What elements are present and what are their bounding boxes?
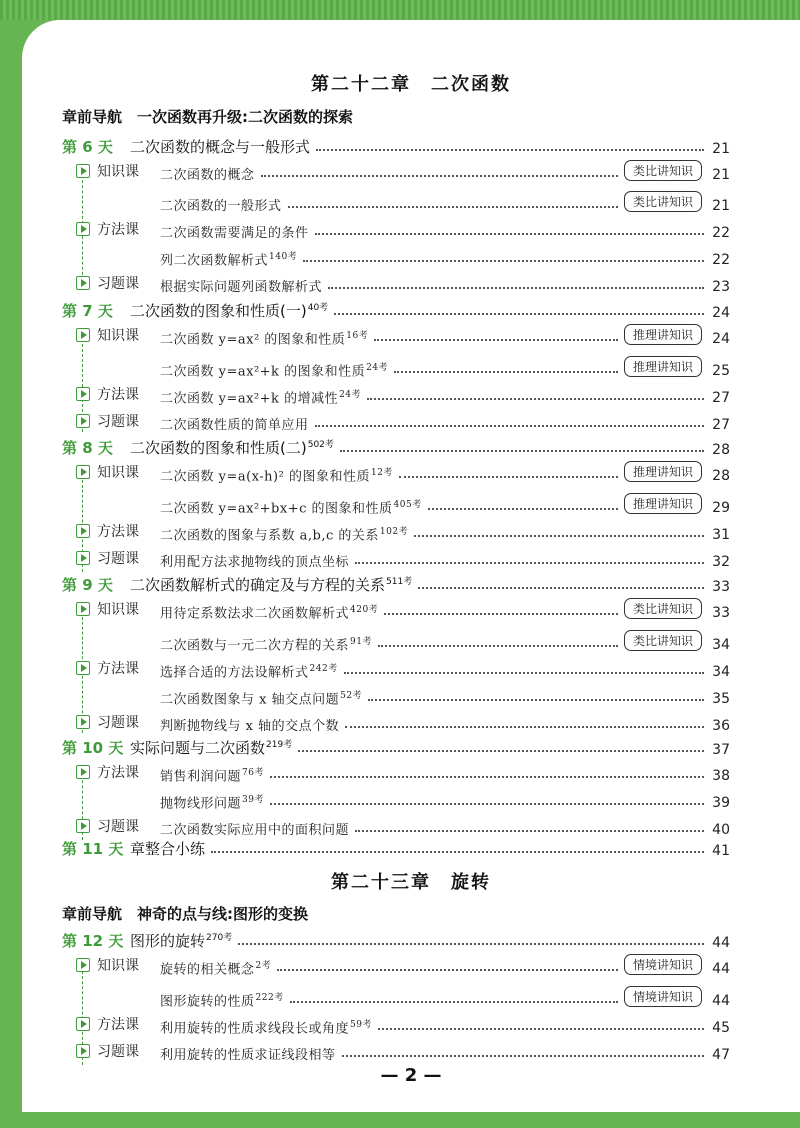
toc-entry[interactable]	[76, 161, 730, 183]
leader-dots	[367, 398, 704, 400]
page-number: 34	[712, 664, 730, 680]
leader-dots	[290, 1001, 618, 1003]
leader-dots	[315, 233, 704, 235]
topic: 二次函数性质的简单应用	[160, 418, 309, 433]
page-number: 27	[712, 390, 730, 406]
day-row[interactable]	[62, 837, 730, 859]
play-icon	[76, 602, 90, 616]
day-row[interactable]	[62, 135, 730, 157]
topic: 二次函数与一元二次方程的关系$^{91考}$	[160, 636, 372, 653]
course-type: 知识课	[97, 602, 139, 618]
page-number: 21	[712, 198, 730, 214]
leader-dots	[414, 535, 704, 537]
leader-dots	[316, 149, 704, 151]
page-number: 24	[712, 305, 730, 321]
play-icon	[76, 276, 90, 290]
toc-entry[interactable]	[76, 521, 730, 543]
toc-entry[interactable]	[76, 384, 730, 406]
day-label: 第 11 天	[62, 840, 124, 858]
course-type: 方法课	[97, 661, 139, 677]
leader-dots	[384, 613, 618, 615]
page-number: 44	[712, 961, 730, 977]
topic: 二次函数实际应用中的面积问题	[160, 823, 350, 838]
page-footer-number: — 2 —	[380, 1065, 442, 1086]
course-type: 知识课	[97, 328, 139, 344]
toc-entry[interactable]	[76, 1014, 730, 1036]
page-number: 29	[712, 500, 730, 516]
topic: 二次函数 y=ax²+k 的增减性$^{24考}$	[160, 389, 362, 406]
day-label: 第 7 天	[62, 302, 113, 320]
page-number: 45	[712, 1020, 730, 1036]
method-tag: 类比讲知识	[624, 160, 702, 181]
method-tag: 推理讲知识	[624, 493, 702, 514]
leader-dots	[399, 476, 618, 478]
leader-dots	[342, 1055, 704, 1057]
play-icon	[76, 958, 90, 972]
toc-entry[interactable]	[76, 816, 730, 838]
page-number: 24	[712, 331, 730, 347]
day-title: 章整合小练	[130, 840, 206, 858]
topic: 二次函数需要满足的条件	[160, 226, 309, 241]
leader-dots	[374, 339, 618, 341]
page-number: 44	[712, 993, 730, 1009]
topic: 旋转的相关概念$^{2考}$	[160, 960, 272, 977]
leader-dots	[418, 587, 704, 589]
play-icon	[76, 551, 90, 565]
course-type: 方法课	[97, 222, 139, 238]
topic: 选择合适的方法设解析式$^{242考}$	[160, 663, 338, 680]
leader-dots	[340, 450, 704, 452]
topic: 判断抛物线与 x 轴的交点个数	[160, 719, 340, 734]
method-tag: 推理讲知识	[624, 324, 702, 345]
method-tag: 类比讲知识	[624, 598, 702, 619]
course-type: 方法课	[97, 524, 139, 540]
page-number: 44	[712, 935, 730, 951]
leader-dots	[355, 562, 704, 564]
day-label: 第 6 天	[62, 138, 113, 156]
course-type: 习题课	[97, 1044, 139, 1060]
toc-entry[interactable]	[76, 987, 730, 1009]
toc-entry[interactable]	[76, 192, 730, 214]
day-title: 二次函数的图象和性质(一)$^{40考}$	[130, 302, 329, 320]
leader-dots	[270, 776, 704, 778]
toc-entry[interactable]	[76, 955, 730, 977]
leader-dots	[345, 726, 704, 728]
play-icon	[76, 328, 90, 342]
leader-dots	[328, 287, 704, 289]
topic: 二次函数 y=ax²+k 的图象和性质$^{24考}$	[160, 362, 389, 379]
day-row[interactable]	[62, 299, 730, 321]
topic: 用待定系数法求二次函数解析式$^{420考}$	[160, 604, 379, 621]
play-icon	[76, 819, 90, 833]
topic: 销售利润问题$^{76考}$	[160, 767, 264, 784]
play-icon	[76, 765, 90, 779]
page-number: 33	[712, 605, 730, 621]
play-icon	[76, 1017, 90, 1031]
toc-entry[interactable]	[76, 712, 730, 734]
page-number: 47	[712, 1047, 730, 1063]
topic: 图形旋转的性质$^{222考}$	[160, 992, 284, 1009]
method-tag: 情境讲知识	[624, 954, 702, 975]
topic: 二次函数的一般形式	[160, 199, 282, 214]
page-number: 40	[712, 822, 730, 838]
day-title: 实际问题与二次函数$^{219考}$	[130, 739, 293, 757]
page-number: 27	[712, 417, 730, 433]
chapter-intro: 章前导航 一次函数再升级:二次函数的探索	[62, 108, 354, 126]
day-title: 二次函数解析式的确定及与方程的关系$^{511考}$	[130, 576, 413, 594]
topic: 列二次函数解析式$^{140考}$	[160, 251, 298, 268]
topic: 二次函数 y=ax² 的图象和性质$^{16考}$	[160, 330, 369, 347]
play-icon	[76, 1044, 90, 1058]
leader-dots	[270, 803, 704, 805]
toc-entry[interactable]	[76, 325, 730, 347]
leader-dots	[355, 830, 704, 832]
page-number: 23	[712, 279, 730, 295]
course-type: 习题课	[97, 414, 139, 430]
leader-dots	[368, 699, 704, 701]
toc-entry[interactable]	[76, 631, 730, 653]
play-icon	[76, 465, 90, 479]
toc-entry[interactable]	[76, 762, 730, 784]
leader-dots	[344, 672, 704, 674]
toc-entry[interactable]	[76, 246, 730, 268]
toc-entry[interactable]	[76, 219, 730, 241]
leader-dots	[378, 645, 618, 647]
course-type: 方法课	[97, 1017, 139, 1033]
course-type: 习题课	[97, 276, 139, 292]
page-number: 21	[712, 167, 730, 183]
page-number: 22	[712, 252, 730, 268]
leader-dots	[303, 260, 704, 262]
play-icon	[76, 414, 90, 428]
method-tag: 推理讲知识	[624, 356, 702, 377]
course-type: 习题课	[97, 819, 139, 835]
topic: 利用配方法求抛物线的顶点坐标	[160, 555, 350, 570]
topic: 二次函数图象与 x 轴交点问题$^{52考}$	[160, 690, 363, 707]
page-number: 28	[712, 442, 730, 458]
page-number: 25	[712, 363, 730, 379]
day-row[interactable]	[62, 436, 730, 458]
day-title: 图形的旋转$^{270考}$	[130, 932, 233, 950]
toc-entry[interactable]	[76, 357, 730, 379]
course-type: 习题课	[97, 715, 139, 731]
topic: 根据实际问题列函数解析式	[160, 280, 323, 295]
leader-dots	[394, 371, 618, 373]
page-number: 35	[712, 691, 730, 707]
day-label: 第 10 天	[62, 739, 124, 757]
course-type: 知识课	[97, 465, 139, 481]
page-number: 32	[712, 554, 730, 570]
course-type: 方法课	[97, 765, 139, 781]
topic: 二次函数 y=ax²+bx+c 的图象和性质$^{405考}$	[160, 499, 422, 516]
leader-dots	[315, 425, 704, 427]
course-type: 知识课	[97, 958, 139, 974]
page-number: 41	[712, 843, 730, 859]
topic: 利用旋转的性质求证线段相等	[160, 1048, 336, 1063]
toc-entry[interactable]	[76, 599, 730, 621]
day-title: 二次函数的概念与一般形式	[130, 138, 311, 156]
play-icon	[76, 164, 90, 178]
leader-dots	[288, 206, 618, 208]
page	[22, 20, 800, 1112]
leader-dots	[334, 313, 704, 315]
page-number: 39	[712, 795, 730, 811]
toc-entry[interactable]	[76, 789, 730, 811]
play-icon	[76, 661, 90, 675]
page-number: 36	[712, 718, 730, 734]
course-type: 知识课	[97, 164, 139, 180]
day-row[interactable]	[62, 929, 730, 951]
topic: 二次函数的图象与系数 a,b,c 的关系$^{102考}$	[160, 526, 409, 543]
method-tag: 类比讲知识	[624, 191, 702, 212]
leader-dots	[238, 943, 704, 945]
chapter-intro: 章前导航 神奇的点与线:图形的变换	[62, 905, 309, 923]
day-label: 第 9 天	[62, 576, 113, 594]
page-number: 21	[712, 141, 730, 157]
topic: 抛物线形问题$^{39考}$	[160, 794, 264, 811]
topic: 二次函数 y=a(x-h)² 的图象和性质$^{12考}$	[160, 467, 393, 484]
day-label: 第 8 天	[62, 439, 113, 457]
topic: 二次函数的概念	[160, 168, 255, 183]
toc-entry[interactable]	[76, 1041, 730, 1063]
toc-entry[interactable]	[76, 658, 730, 680]
method-tag: 推理讲知识	[624, 461, 702, 482]
play-icon	[76, 222, 90, 236]
course-type: 习题课	[97, 551, 139, 567]
play-icon	[76, 715, 90, 729]
page-number: 34	[712, 637, 730, 653]
day-title: 二次函数的图象和性质(二)$^{502考}$	[130, 439, 334, 457]
leader-dots	[428, 508, 618, 510]
leader-dots	[261, 175, 618, 177]
toc-entry[interactable]	[76, 685, 730, 707]
leader-dots	[378, 1028, 704, 1030]
chapter-title: 第二十三章 旋转	[331, 872, 491, 893]
method-tag: 类比讲知识	[624, 630, 702, 651]
play-icon	[76, 387, 90, 401]
page-number: 38	[712, 768, 730, 784]
course-type: 方法课	[97, 387, 139, 403]
page-number: 28	[712, 468, 730, 484]
page-number: 37	[712, 742, 730, 758]
play-icon	[76, 524, 90, 538]
day-row[interactable]	[62, 736, 730, 758]
leader-dots	[298, 750, 704, 752]
toc-entry[interactable]	[76, 494, 730, 516]
page-number: 31	[712, 527, 730, 543]
top-band	[0, 0, 800, 20]
page-number: 22	[712, 225, 730, 241]
toc-entry[interactable]	[76, 548, 730, 570]
day-row[interactable]	[62, 573, 730, 595]
topic: 利用旋转的性质求线段长或角度$^{59考}$	[160, 1019, 372, 1036]
method-tag: 情境讲知识	[624, 986, 702, 1007]
toc-entry[interactable]	[76, 411, 730, 433]
page-number: 33	[712, 579, 730, 595]
toc-entry[interactable]	[76, 462, 730, 484]
day-label: 第 12 天	[62, 932, 124, 950]
leader-dots	[211, 851, 704, 853]
toc-entry[interactable]	[76, 273, 730, 295]
leader-dots	[277, 969, 618, 971]
chapter-title: 第二十二章 二次函数	[311, 74, 511, 95]
